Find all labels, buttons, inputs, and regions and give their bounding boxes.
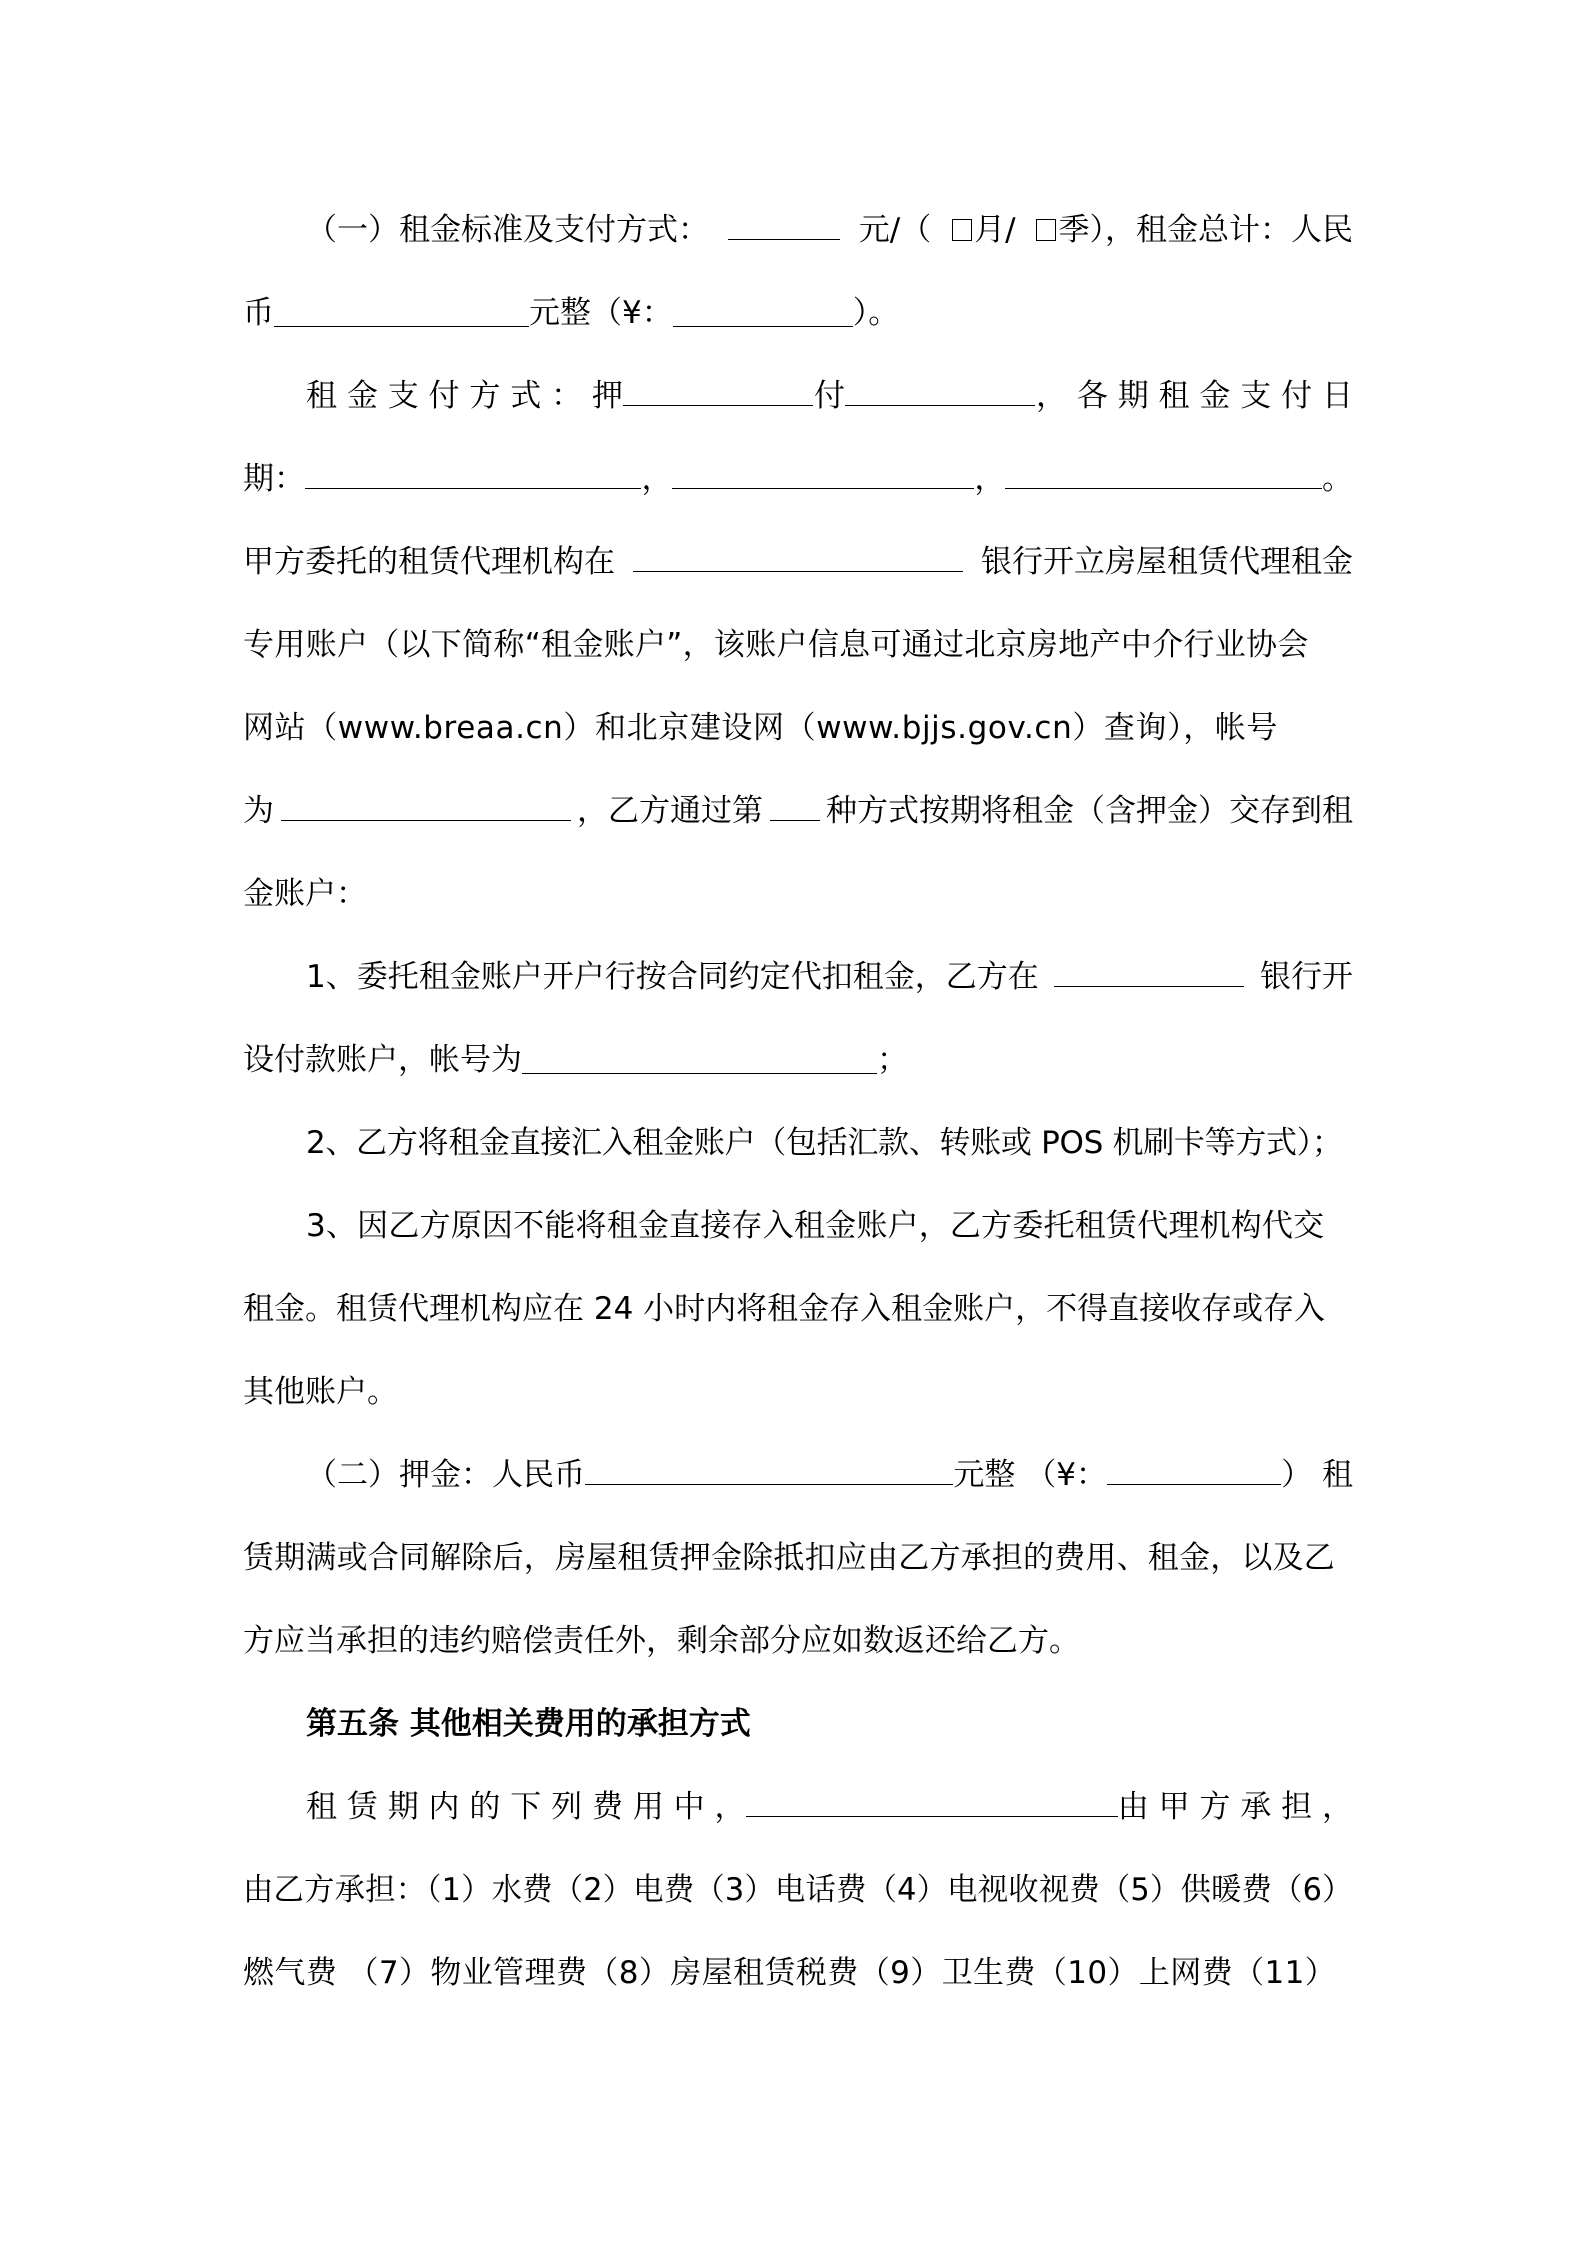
method-1-text: 1、委托租金账户开户行按合同约定代扣租金，乙方在	[306, 959, 1039, 995]
rent-amount-blank[interactable]	[728, 209, 840, 240]
payment-method-label: 租 金 支 付 方 式 ： 押	[306, 378, 623, 414]
deposit-return-line-1: 赁期满或合同解除后，房屋租赁押金除抵扣应由乙方承担的费用、租金，以及乙	[243, 1540, 1335, 1576]
method-3-line-2: 租金。租赁代理机构应在 24 小时内将租金存入租金账户，不得直接收存或存入	[243, 1291, 1326, 1327]
rent-standard-label: （一）租金标准及支付方式：	[306, 212, 709, 248]
rent-standard-line	[306, 208, 1353, 252]
rent-total-blank[interactable]	[274, 296, 529, 327]
payment-account-label: 设付款账户，帐号为	[243, 1042, 522, 1078]
pay-months-blank[interactable]	[845, 375, 1035, 406]
close-paren: ）。	[852, 295, 900, 331]
account-info-line: 专用账户（以下简称“租金账户”，该账户信息可通过北京房地产中介行业协会	[243, 627, 1309, 663]
comma-2: ，	[974, 461, 1006, 497]
rent-total-line	[243, 291, 1353, 335]
method-3-line-1: 3、因乙方原因不能将租金直接存入租金账户，乙方委托租赁代理机构代交	[306, 1208, 1325, 1244]
deposit-continue: ） 租	[1281, 1457, 1353, 1493]
landlord-fees-blank[interactable]	[746, 1786, 1118, 1817]
semicolon: ；	[877, 1042, 908, 1078]
fees-list-line-2: 燃气费 （7）物业管理费（8）房屋租赁税费（9）卫生费（10）上网费（11）	[243, 1955, 1337, 1991]
deposit-amount-blank[interactable]	[585, 1454, 953, 1485]
deposit-label: （二）押金：人民币	[306, 1457, 585, 1493]
payment-method-line	[306, 374, 1353, 418]
rmb-label: 币	[243, 295, 274, 331]
fees-line	[306, 1785, 1353, 1829]
date-blank-3[interactable]	[1005, 458, 1322, 489]
landlord-bears-label: 由 甲 方 承 担 ，	[1117, 1789, 1353, 1825]
bank-account-label: 银行开立房屋租赁代理租金	[981, 544, 1353, 580]
deposit-return-line-2: 方应当承担的违约赔偿责任外，剩余部分应如数返还给乙方。	[243, 1623, 1080, 1659]
agency-bank-blank[interactable]	[633, 541, 963, 572]
agency-label: 甲方委托的租赁代理机构在	[243, 544, 615, 580]
method-number-blank[interactable]	[770, 790, 820, 821]
deposit-yuan-label: 元整 （¥：	[953, 1457, 1107, 1493]
method-2-line: 2、乙方将租金直接汇入租金账户（包括汇款、转账或 POS 机刷卡等方式）；	[306, 1125, 1343, 1161]
payment-account-blank[interactable]	[522, 1043, 877, 1074]
deposit-line	[306, 1453, 1353, 1497]
dates-label: 期：	[243, 461, 305, 497]
fees-list-line-1: 由乙方承担：（1）水费（2）电费（3）电话费（4）电视收视费（5）供暖费（6）	[243, 1872, 1353, 1908]
method-1-line	[306, 955, 1353, 999]
date-blank-1[interactable]	[305, 458, 641, 489]
payment-account-line	[243, 1038, 1353, 1082]
account-number-line	[243, 789, 1353, 833]
agency-bank-line	[243, 540, 1353, 584]
rent-total-number-blank[interactable]	[673, 296, 853, 327]
season-checkbox[interactable]	[1036, 219, 1056, 241]
payment-dates-label: ， 各 期 租 金 支 付 日	[1035, 378, 1353, 414]
deposit-number-blank[interactable]	[1107, 1454, 1281, 1485]
account-number-blank[interactable]	[281, 790, 571, 821]
account-prefix: 为	[243, 793, 274, 829]
yuan-label: 元整（¥：	[529, 295, 673, 331]
website-line: 网站（www.breaa.cn）和北京建设网（www.bjjs.gov.cn）查询），帐号	[243, 710, 1279, 746]
deposit-months-blank[interactable]	[623, 375, 813, 406]
rent-account-line: 金账户：	[243, 876, 367, 912]
method-label: ，乙方通过第	[577, 793, 763, 829]
payment-dates-line	[243, 457, 1353, 501]
month-checkbox[interactable]	[952, 219, 972, 241]
deposit-method-text: 种方式按期将租金（含押金）交存到租	[826, 793, 1353, 829]
season-total-label: 季），租金总计：人民	[1058, 212, 1353, 248]
article-5-heading: 第五条 其他相关费用的承担方式	[306, 1706, 751, 1742]
pay-label: 付	[813, 378, 845, 414]
method-3-line-3: 其他账户。	[243, 1374, 398, 1410]
bank-open-label: 银行开	[1259, 959, 1353, 995]
rent-unit-text: 元/（	[858, 212, 932, 248]
month-label: 月/	[974, 212, 1016, 248]
period: 。	[1322, 461, 1354, 497]
fees-label: 租 赁 期 内 的 下 列 费 用 中 ，	[306, 1789, 746, 1825]
tenant-bank-blank[interactable]	[1054, 956, 1244, 987]
comma-1: ，	[641, 461, 673, 497]
date-blank-2[interactable]	[672, 458, 974, 489]
